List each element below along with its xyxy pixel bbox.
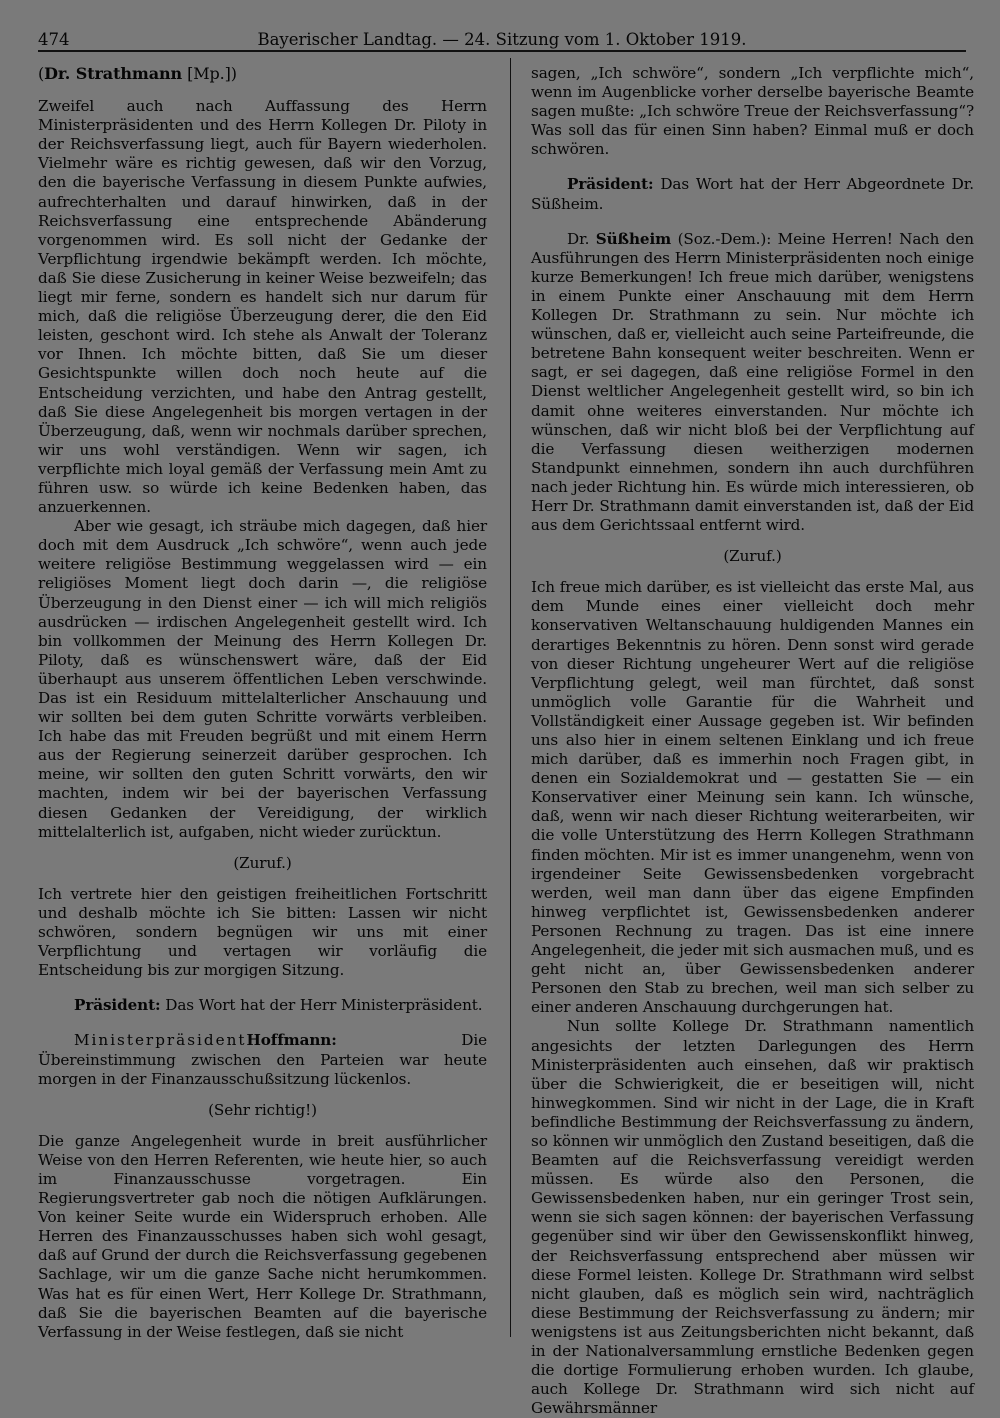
president-remark	[531, 175, 974, 213]
interjection: (Zuruf.)	[233, 853, 292, 872]
paragraph: Ich freue mich darüber, es ist vielleicht das erste Mal, aus dem Munde eines einer vielleicht doch mehr konservativen Weltanschauung huldigenden Mannes ein derartiges Bekenntnis zu hören. Denn sonst wird gerade von dieser Richtung ungeheurer Wert auf die religiöse Verpflichtung gelegt, weil man fürchtet, daß sonst unmöglich volle Garantie für die Wahrheit und Vollständigkeit einer Aussage gegeben ist. Wir befinden uns also hier in einem seltenen Einklang und ich freue mich darüber, daß es immerhin noch Fragen gibt, in denen ein Sozialdemokrat und — gestatten Sie — ein Konservativer einer Meinung sein kann. Ich wünsche, daß, wenn wir nach dieser Richtung weiterarbeiten, wir die volle Unterstützung des Herrn Kollegen Strathmann finden möchten. Mir ist es immer unangenehm, wenn von irgendeiner Seite Gewissensbedenken vorgebracht werden, weil man dann über das eigene Empfinden hinweg verpflichtet ist, Gewissensbedenken anderer Personen Rechnung zu tragen. Das ist eine innere Angelegenheit, die jeder mit sich ausmachen muß, und es geht nicht an, über Gewissensbedenken anderer Personen den Stab zu brechen, weil man sich selber zu einer anderen Anschauung durchgerungen hat.	[531, 578, 974, 1017]
left-column	[38, 64, 487, 1342]
paragraph: Die ganze Angelegenheit wurde in breit ausführlicher Weise von den Herren Referenten, wie heute hier, so auch im Finanzausschusse vorgetragen. Ein Regierungsvertreter gab noch die nötigen Aufklärungen. Von keiner Seite wurde ein Widerspruch erhoben. Alle Herren des Finanzausschusses haben sich wohl gesagt, daß auf Grund der durch die Reichsverfassung gegebenen Sachlage, wir um die ganze Sache nicht herumkommen. Was hat es für einen Wert, Herr Kollege Dr. Strathmann, daß Sie die bayerischen Beamten auf die bayerische Verfassung in der Weise festlegen, daß sie nicht	[38, 1131, 487, 1341]
paragraph: Ich vertrete hier den geistigen freiheitlichen Fortschritt und deshalb möchte ich Sie bitten: Lassen wir nicht schwören, sondern begnügen wir uns mit einer Verpflichtung und vertagen wir vorläufig die Entscheidung bis zur morgigen Sitzung.	[38, 884, 487, 980]
running-title: Bayerischer Landtag. — 24. Sitzung vom 1. Oktober 1919.	[257, 30, 747, 49]
interjection: (Zuruf.)	[723, 547, 782, 566]
president-text: Das Wort hat der Herr Abgeordnete Dr. Süßheim.	[531, 175, 974, 213]
speaker-speech	[531, 230, 974, 536]
right-column	[531, 64, 974, 1418]
president-label: Präsident:	[567, 175, 654, 194]
paragraph: Zweifel auch nach Auffassung des Herrn Ministerpräsidenten und des Herrn Kollegen Dr. Piloty in der Reichsverfassung liegt, auch für Bayern wiederholen. Vielmehr wäre es richtig gewesen, daß wir den Vorzug, den die bayerische Verfassung in diesem Punkte aufwies, aufrechterhalten und darauf hinwirken, daß in der Reichsverfassung eine entsprechende Abänderung vorgenommen wird. Es soll nicht der Gedanke der Verpflichtung irgendwie bekämpft werden. Ich möchte, daß Sie diese Zusicherung in keiner Weise bezweifeln; das liegt mir ferne, sondern es handelt sich nur darum für mich, daß die religiöse Überzeugung derer, die den Eid leisten, geschont wird. Ich stehe als Anwalt der Toleranz vor Ihnen. Ich möchte bitten, daß Sie um dieser Gesichtspunkte willen doch noch heute auf die Entscheidung verzichten, und habe den Antrag gestellt, daß Sie diese Angelegenheit bis morgen vertagen in der Überzeugung, daß, wenn wir nochmals darüber sprechen, wir uns wohl verständigen. Wenn wir sagen, ich verpflichte mich loyal gemäß der Verfassung mein Amt zu führen usw. so würde ich keine Bedenken haben, das anzuerkennen.	[38, 97, 487, 517]
speaker-text: (Soz.-Dem.): Meine Herren! Nach den Ausführungen des Herrn Ministerpräsidenten noch einige kurze Bemerkungen! Ich freue mich darüber, wenigstens in einem Punkte einer Anschauung mit dem Herrn Kollegen Dr. Strathmann zu sein. Nur möchte ich wünschen, daß er, vielleicht auch seine Parteifreunde, die betretene Bahn konsequent weiter beschreiten. Wenn er sagt, er sei dagegen, daß eine religiöse Formel in den Dienst weltlicher Angelegenheit gestellt wird, so bin ich damit ohne weiteres einverstanden. Nur möchte ich wünschen, daß wir nicht bloß bei der Verpflichtung auf die Verfassung diesen weitherzigen modernen Standpunkt einnehmen, sondern ihn auch durchführen nach jeder Richtung hin. Es würde mich interessieren, ob Herr Dr. Strathmann damit einverstanden ist, daß der Eid aus dem Gerichtssaal entfernt wird.	[531, 229, 974, 535]
paragraph: Nun sollte Kollege Dr. Strathmann namentlich angesichts der letzten Darlegungen des Herrn Ministerpräsidenten auch einsehen, daß wir praktisch über die Schwierigkeit, die er beseitigen will, nicht hinwegkommen. Sind wir nicht in der Lage, die in Kraft befindliche Bestimmung der Reichsverfassung zu ändern, so können wir unmöglich den Zustand beseitigen, daß die Beamten auf die Reichsverfassung vereidigt werden müssen. Es würde also den Personen, die Gewissensbedenken haben, nur ein geringer Trost sein, wenn sie sich sagen können: der bayerischen Verfassung gegenüber sind wir über den Gewissenskonflikt hinweg, der Reichsverfassung entsprechend aber müssen wir diese Formel leisten. Kollege Dr. Strathmann wird selbst nicht glauben, daß es möglich sein wird, nachträglich diese Bestimmung der Reichsverfassung zu ändern; mir wenigstens ist aus Zeitungsberichten nicht bekannt, daß in der Nationalversammlung ernstliche Bedenken gegen die dortige Formulierung erhoben wurden. Ich glaube, auch Kollege Dr. Strathmann wird sich nicht auf Gewährsmänner	[531, 1017, 974, 1418]
page-header	[38, 26, 966, 52]
minister-name: Hoffmann:	[246, 1031, 337, 1050]
minister-text: Die Übereinstimmung zwischen den Parteien war heute morgen in der Finanzausschußsitzung lückenlos.	[38, 1031, 487, 1088]
paragraph: sagen, „Ich schwöre“, sondern „Ich verpflichte mich“, wenn im Augenblicke vorher derselbe bayerische Beamte sagen mußte: „Ich schwöre Treue der Reichsverfassung“? Was soll das für einen Sinn haben? Einmal muß er doch schwören.	[531, 64, 974, 159]
speaker-name: Süßheim	[595, 229, 672, 248]
speaker-continuation-head: (Dr. Strathmann [Mp.])	[38, 64, 237, 83]
president-label: Präsident:	[74, 996, 161, 1015]
column-divider	[510, 58, 511, 1337]
speaker-name: Dr. Strathmann	[44, 64, 183, 83]
speaker-party: [Mp.]	[187, 64, 231, 83]
minister-title: Ministerpräsident	[74, 1031, 247, 1050]
president-text: Das Wort hat der Herr Ministerpräsident.	[165, 996, 483, 1015]
paragraph: Aber wie gesagt, ich sträube mich dagegen, daß hier doch mit dem Ausdruck „Ich schwöre“, wenn auch jede weitere religiöse Bestimmung weggelassen wird — ein religiöses Moment liegt doch darin —, die religiöse Überzeugung in den Dienst einer — ich will mich religiös ausdrücken — irdischen Angelegenheit gestellt wird. Ich bin vollkommen der Meinung des Herrn Kollegen Dr. Piloty, daß es wünschenswert wäre, daß der Eid überhaupt aus unserem öffentlichen Leben verschwinde. Das ist ein Residuum mittelalterlicher Anschauung und wir sollten bei dem guten Schritte vorwärts verbleiben. Ich habe das mit Freuden begrüßt und mit einem Herrn aus der Regierung seinerzeit darüber gesprochen. Ich meine, wir sollten den guten Schritt vorwärts, den wir machten, indem wir bei der bayerischen Verfassung diesen Gedanken der Vereidigung, der wirklich mittelalterlich ist, aufgaben, nicht wieder zurücktun.	[38, 517, 487, 841]
header-rule	[38, 50, 966, 52]
speaker-prefix: Dr.	[567, 229, 590, 248]
president-remark	[38, 996, 487, 1015]
interjection: (Sehr richtig!)	[208, 1100, 317, 1119]
minister-speech	[38, 1031, 487, 1088]
page-number: 474	[38, 30, 70, 49]
